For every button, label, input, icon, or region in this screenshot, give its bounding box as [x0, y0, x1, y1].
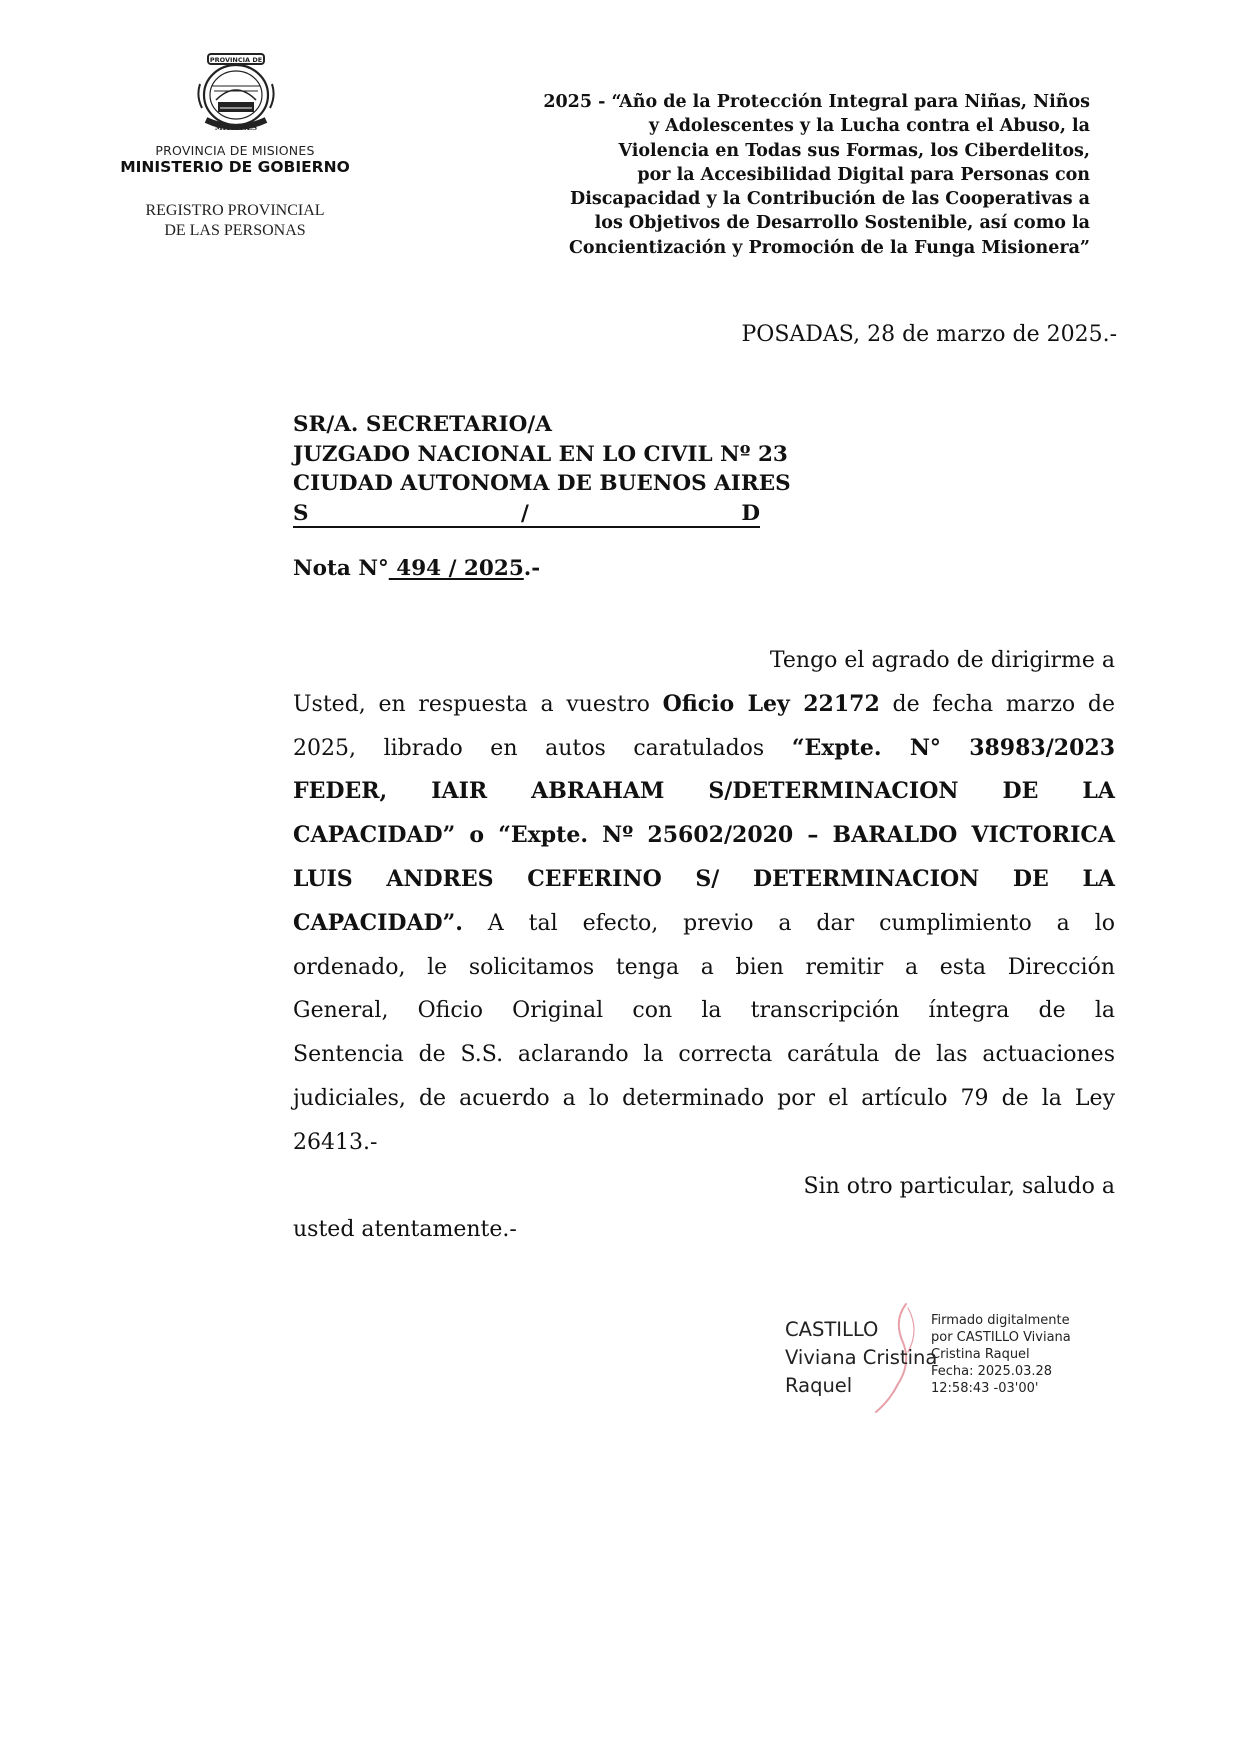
sd-s: S	[293, 500, 309, 526]
body-line: judiciales, de acuerdo a lo determinado por el artículo 79 de la Ley	[293, 1085, 1115, 1111]
body-line: FEDER, IAIR ABRAHAM S/DETERMINACION DE LA	[293, 778, 1115, 805]
registry-name-line2: DE LAS PERSONAS	[164, 222, 306, 239]
closing-line: Sin otro particular, saludo a	[803, 1173, 1115, 1199]
addressee-block	[293, 410, 791, 528]
body-line: Sentencia de S.S. aclarando la correcta carátula de las actuaciones	[293, 1042, 1115, 1068]
body-line: 26413.-	[293, 1129, 378, 1155]
note-label: Nota N°	[293, 556, 389, 581]
closing-line: usted atentamente.-	[293, 1217, 517, 1243]
oficio-reference: Oficio Ley 22172	[662, 690, 880, 717]
signature-info-line: 12:58:43 -03'00'	[931, 1381, 1039, 1396]
svg-text:PROVINCIA DE: PROVINCIA DE	[209, 56, 263, 64]
signer-name	[785, 1316, 937, 1400]
svg-text:MISIONES: MISIONES	[214, 123, 258, 132]
signature-info-line: Fecha: 2025.03.28	[931, 1364, 1053, 1379]
motto-line: Concientización y Promoción de la Funga Misionera”	[568, 237, 1090, 258]
signer-name-line1: CASTILLO	[785, 1318, 879, 1341]
signer-name-line3: Raquel	[785, 1374, 853, 1397]
addressee-line3: CIUDAD AUTONOMA DE BUENOS AIRES	[293, 471, 791, 496]
body-line: CAPACIDAD” o “Expte. Nº 25602/2020 – BARALDO VICTORICA	[293, 822, 1115, 849]
provincia-de-misiones-seal-icon	[190, 50, 282, 140]
motto-line: y Adolescentes y la Lucha contra el Abuso, la	[648, 116, 1090, 137]
body-line: CAPACIDAD”. A tal efecto, previo a dar cumplimiento a lo	[293, 909, 1115, 936]
ministry-name: MINISTERIO DE GOBIERNO	[120, 158, 350, 176]
addressee-line2: JUZGADO NACIONAL EN LO CIVIL Nº 23	[293, 441, 788, 467]
su-despacho-line	[293, 499, 760, 528]
note-number-line	[293, 556, 540, 581]
case-reference: “Expte. N° 38983/2023	[791, 734, 1115, 761]
sd-slash: /	[521, 500, 529, 526]
official-year-motto	[470, 90, 1090, 260]
signature-info-line: por CASTILLO Viviana	[931, 1330, 1071, 1345]
signer-name-line2: Viviana Cristina	[785, 1346, 938, 1369]
date-line: POSADAS, 28 de marzo de 2025.-	[741, 322, 1117, 347]
province-name: PROVINCIA DE MISIONES	[155, 143, 315, 158]
motto-line: 2025 - “Año de la Protección Integral para Niñas, Niños	[543, 92, 1090, 112]
signature-info-line: Cristina Raquel	[931, 1347, 1030, 1362]
motto-line: Violencia en Todas sus Formas, los Ciberdelitos,	[618, 140, 1090, 161]
sd-d: D	[741, 500, 760, 526]
letter-body	[293, 639, 1115, 1252]
signature-info-line: Firmado digitalmente	[931, 1313, 1070, 1328]
addressee-line1: SR/A. SECRETARIO/A	[293, 412, 552, 437]
body-line: Usted, en respuesta a vuestro Oficio Ley 22172 de fecha marzo de	[293, 690, 1115, 717]
body-line: 2025, librado en autos caratulados “Expte. N° 38983/2023	[293, 734, 1115, 761]
body-line: LUIS ANDRES CEFERINO S/ DETERMINACION DE LA	[293, 865, 1115, 892]
body-line: ordenado, le solicitamos tenga a bien remitir a esta Dirección	[293, 954, 1115, 980]
note-number: 494 / 2025	[388, 556, 524, 581]
registry-name-line1: REGISTRO PROVINCIAL	[145, 202, 325, 219]
body-line: Tengo el agrado de dirigirme a	[769, 648, 1115, 673]
body-line: General, Oficio Original con la transcripción íntegra de la	[293, 998, 1115, 1024]
motto-line: Discapacidad y la Contribución de las Cooperativas a	[570, 189, 1090, 210]
motto-line: por la Accesibilidad Digital para Personas con	[637, 164, 1090, 185]
digital-signature-info	[931, 1312, 1071, 1397]
motto-line: los Objetivos de Desarrollo Sostenible, así como la	[594, 213, 1090, 234]
note-suffix: .-	[523, 556, 541, 581]
